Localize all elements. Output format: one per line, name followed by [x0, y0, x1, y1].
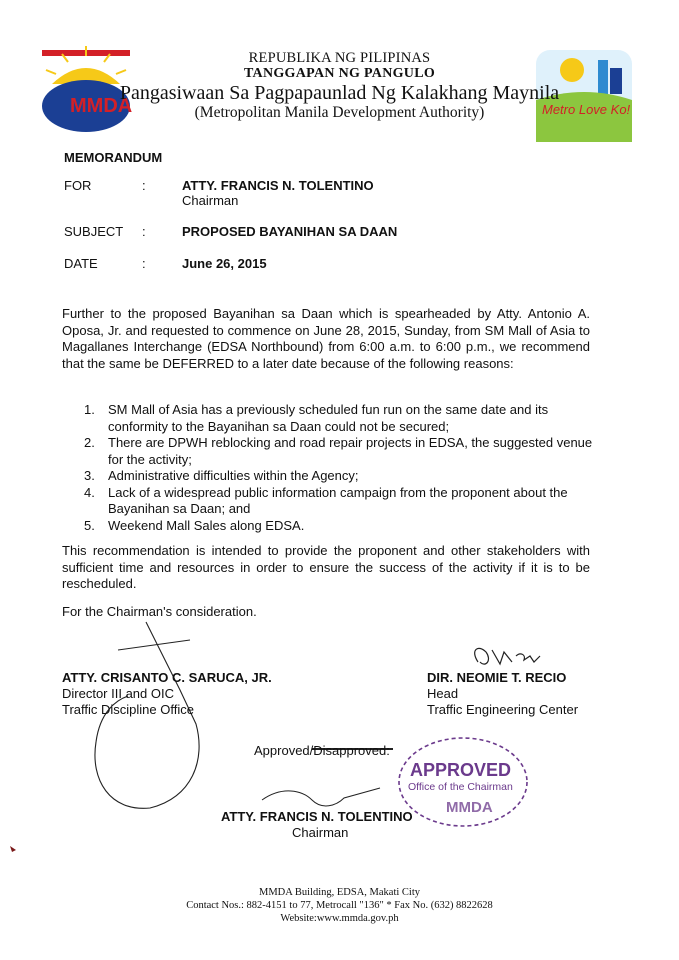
subject-label: SUBJECT	[64, 224, 124, 239]
office-heading: TANGGAPAN NG PANGULO	[243, 66, 436, 81]
approval-line	[254, 743, 390, 759]
date-label: DATE	[64, 256, 98, 271]
stamp-mmda-text: MMDA	[446, 799, 493, 816]
approved-label: Approved/	[254, 743, 314, 758]
left-signature-stroke	[118, 640, 190, 650]
body-paragraph-2: This recommendation is intended to provide the proponent and other stakeholders with sufficient time and resources in order to ensure the success of the activity if it is to be rescheduled.	[62, 543, 590, 591]
reason-text: There are DPWH reblocking and road repair projects in EDSA, the suggested venue for the activity;	[108, 435, 593, 467]
reason-number: 5.	[84, 517, 95, 533]
reason-number: 3.	[84, 468, 95, 483]
for-title: Chairman	[182, 193, 239, 208]
reason-text: Administrative difficulties within the Agency;	[108, 468, 359, 483]
approver-title: Chairman	[292, 825, 349, 840]
agency-name-filipino: Pangasiwaan Sa Pagpapaunlad Ng Kalakhang Maynila	[119, 82, 560, 104]
left-signatory-name: ATTY. CRISANTO C. SARUCA, JR.	[62, 670, 272, 685]
right-initials	[475, 648, 540, 664]
right-signatory-title-2: Traffic Engineering Center	[427, 702, 579, 717]
metro-love-ko-text: Metro Love Ko!	[542, 102, 631, 117]
reason-text: Weekend Mall Sales along EDSA.	[108, 517, 305, 533]
subject-value: PROPOSED BAYANIHAN SA DAAN	[182, 224, 398, 239]
footer-address: MMDA Building, EDSA, Makati City	[258, 887, 420, 898]
reason-number: 1.	[84, 402, 95, 417]
memo-title: MEMORANDUM	[64, 150, 163, 165]
for-label: FOR	[64, 178, 92, 193]
body-paragraph-1: Further to the proposed Bayanihan sa Daan which is spearheaded by Atty. Antonio A. Oposa, Jr. and requested to commence on June 28, 2015, Sunday, from SM Mall of Asia to Magallanes Interchange (EDSA Northbound) from 6:00 a.m. to 6:00 p.m., we recommend that the same be DEFERRED to a later date because of the following reasons:	[62, 306, 590, 371]
reason-text: SM Mall of Asia has a previously scheduled fun run on the same date and its conformity to the Bayanihan sa Daan could not be secured;	[108, 402, 549, 434]
stamp-office-text: Office of the Chairman	[408, 781, 513, 793]
left-signatory-title-2: Traffic Discipline Office	[62, 702, 194, 717]
right-signatory-title-1: Head	[427, 686, 459, 701]
footer-contacts: Contact Nos.: 882-4151 to 77, Metrocall "136" * Fax No. (632) 8822628	[186, 900, 493, 911]
approval-colon: :	[386, 743, 390, 758]
approved-stamp	[396, 734, 530, 830]
right-signatory-name: DIR. NEOMIE T. RECIO	[427, 670, 567, 685]
chairman-signature	[262, 788, 380, 806]
date-colon: :	[142, 256, 146, 271]
mmda-logo-text: MMDA	[70, 95, 133, 117]
left-signatory-title-1: Director III and OIC	[62, 686, 174, 701]
approver-name: ATTY. FRANCIS N. TOLENTINO	[221, 809, 413, 824]
reason-text: Lack of a widespread public information campaign from the proponent about the Bayanihan sa Daan; and	[108, 484, 568, 516]
disapproved-label: Disapproved	[313, 743, 387, 758]
for-colon: :	[142, 178, 146, 193]
stray-mark	[10, 846, 16, 852]
footer-website: Website:www.mmda.gov.ph	[280, 913, 399, 924]
for-name: ATTY. FRANCIS N. TOLENTINO	[182, 178, 374, 193]
subject-colon: :	[142, 224, 146, 239]
consideration-line: For the Chairman's consideration.	[62, 604, 257, 619]
stamp-approved-text: APPROVED	[410, 760, 512, 780]
date-value: June 26, 2015	[182, 256, 267, 271]
republic-heading: REPUBLIKA NG PILIPINAS	[248, 50, 431, 66]
reason-number: 2.	[84, 435, 95, 450]
agency-name-english: (Metropolitan Manila Development Authority)	[194, 104, 485, 121]
reason-number: 4.	[84, 484, 95, 500]
